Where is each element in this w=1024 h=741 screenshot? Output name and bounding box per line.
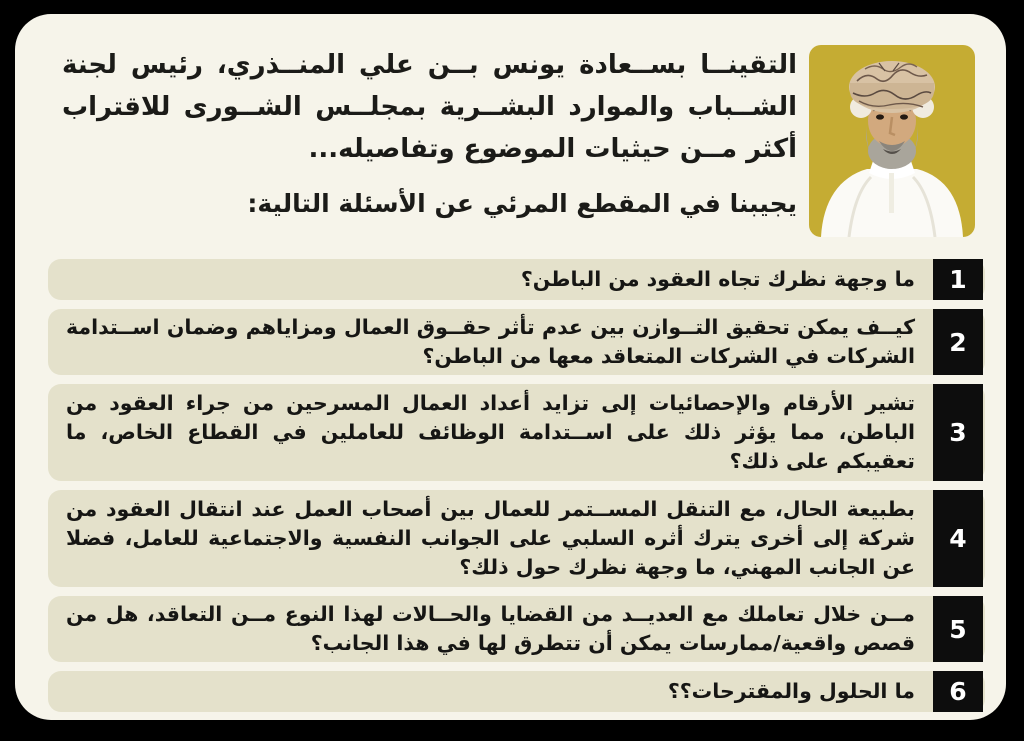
- speaker-photo: [809, 45, 975, 237]
- question-text: تشير الأرقام والإحصائيات إلى تزايد أعداد العمال المسرحين من جراء العقود من الباطن، مما يؤثر ذلك على اســتدامة الوظائف للعاملين في القطاع الخاص، ما تعقيبكم على ذلك؟: [66, 391, 915, 473]
- question-number-badge: 6: [933, 671, 983, 712]
- question-text: كيــف يمكن تحقيق التــوازن بين عدم تأثر حقــوق العمال ومزاياهم وضمان اســتدامة الشركات في الشركات المتعاقد معها من الباطن؟: [66, 315, 915, 368]
- question-row-5: [48, 596, 985, 662]
- question-number-badge: 1: [933, 259, 983, 300]
- questions-list: [48, 259, 985, 721]
- question-row-2: [48, 309, 985, 375]
- question-text: بطبيعة الحال، مع التنقل المســتمر للعمال بين أصحاب العمل عند انتقال العقود من شركة إلى أخرى يترك أثره السلبي على الجوانب النفسية والاجتماعية للعامل، فضلا عن الجانب المهني، ما وجهة نظرك حول ذلك؟: [66, 497, 915, 579]
- question-row-6: [48, 671, 985, 712]
- question-number-badge: 2: [933, 309, 983, 375]
- question-row-1: [48, 259, 985, 300]
- question-text: مــن خلال تعاملك مع العديــد من القضايا والحــالات لهذا النوع مــن التعاقد، هل من قصص واقعية/ممارسات يمكن أن تتطرق لها في هذا الجانب؟: [66, 602, 915, 655]
- question-row-4: [48, 490, 985, 587]
- questions-lead-in: يجيبنا في المقطع المرئي عن الأسئلة التالية:: [247, 189, 797, 218]
- infographic-card: [15, 14, 1006, 720]
- intro-paragraph: التقينــا بســعادة يونس بــن علي المنــذري، رئيس لجنة الشــباب والموارد البشــرية بمجلــس الشــورى للاقتراب أكثر مــن حيثيات الموضوع وتفاصيله...: [62, 50, 797, 164]
- question-text: ما الحلول والمقترحات؟؟: [667, 679, 915, 703]
- man-portrait-icon: [809, 45, 975, 237]
- question-number-badge: 4: [933, 490, 983, 587]
- header-text-block: [62, 44, 797, 222]
- question-number-badge: 5: [933, 596, 983, 662]
- question-text: ما وجهة نظرك تجاه العقود من الباطن؟: [520, 267, 915, 291]
- question-row-3: [48, 384, 985, 481]
- question-number-badge: 3: [933, 384, 983, 481]
